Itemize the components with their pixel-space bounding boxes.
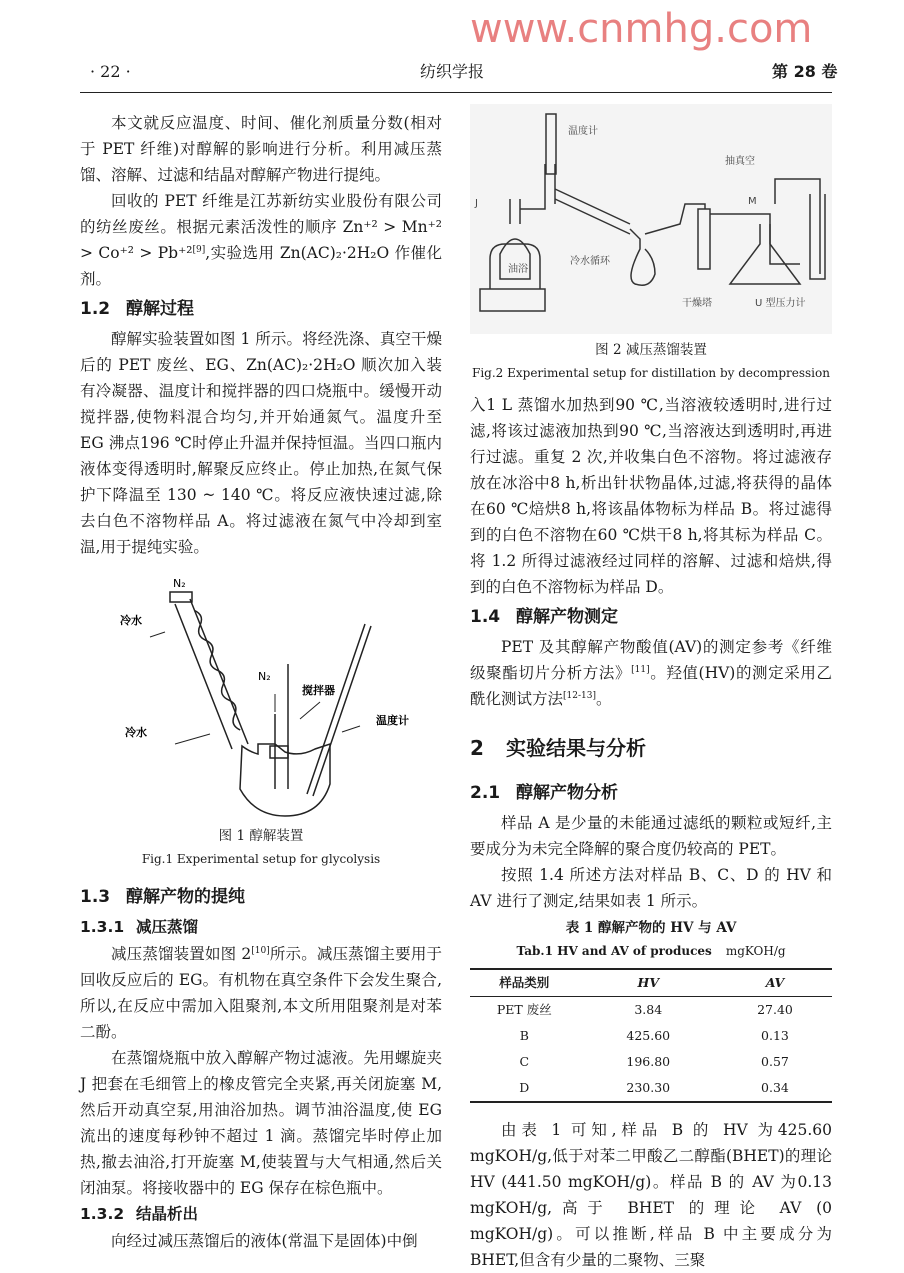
section-number: 1.3.1	[80, 918, 125, 936]
watermark: www.cnmhg.com	[470, 6, 813, 52]
section-title: 醇解产物分析	[516, 783, 618, 803]
section-title: 减压蒸馏	[136, 918, 199, 936]
cell: C	[519, 1054, 530, 1069]
section-number: 2.1	[470, 783, 501, 803]
figure-2	[470, 104, 832, 384]
right-column	[470, 104, 832, 1273]
label-thermometer: 温度计	[376, 714, 409, 727]
paragraph	[80, 188, 442, 292]
condenser	[175, 599, 248, 749]
section-number: 1.2	[80, 299, 111, 319]
label-j: J	[475, 198, 478, 209]
cell: 0.13	[761, 1028, 789, 1043]
paragraph: 样品 A 是少量的未能通过滤纸的颗粒或短纤,主要成分为未完全降解的聚合度仍较高的 PET。	[470, 814, 832, 858]
text: 所示。减压蒸馏主要用于回收反应后的 EG。有机物在真空条件下会发生聚合,所以,在反应中需加入阻聚剂,本文所用阻聚剂是对苯二酚。	[80, 945, 442, 1041]
paragraph	[470, 634, 832, 712]
label-n2-top: N₂	[173, 577, 186, 590]
label-drying-tower: 干燥塔	[682, 298, 712, 309]
section-number: 1.3	[80, 887, 111, 907]
section-heading-1-3	[80, 882, 442, 912]
cell: 0.34	[761, 1080, 789, 1095]
left-column	[80, 110, 442, 1254]
section-heading-1-3-1	[80, 914, 442, 941]
label-water-in: 冷水	[125, 726, 147, 739]
section-title: 结晶析出	[136, 1205, 199, 1223]
section-title: 醇解产物的提纯	[126, 887, 245, 907]
table-1	[470, 916, 832, 1103]
cell: B	[519, 1028, 529, 1043]
cell: 0.57	[761, 1054, 789, 1069]
section-number: 1.4	[470, 607, 501, 627]
text: 。羟值(HV)的测定采用乙酰化测试方法	[470, 664, 832, 708]
figure-1-caption-en: Fig.1 Experimental setup for glycolysis	[141, 852, 381, 866]
label-cooling-water: 冷水循环	[570, 256, 610, 267]
section-heading-1-2	[80, 294, 442, 324]
paragraph: 醇解实验装置如图 1 所示。将经洗涤、真空干燥后的 PET 废丝、EG、Zn(AC)₂·2H₂O 顺次加入装有冷凝器、温度计和搅拌器的四口烧瓶中。缓慢开动搅拌器,使物料混合均匀,并开始通氮气。温度升至 EG 沸点196 ℃时停止升温并保持恒温。当四口瓶内液体变得透明时,解聚反应终止。停止加热,在氮气保护下降温至 130 ~ 140 ℃。将反应液快速过滤,除去白色不溶物样品 A。将过滤液在氮气中冷却到室温,用于提纯实验。	[80, 330, 442, 556]
label-stirrer: 搅拌器	[302, 684, 335, 697]
section-number: 1.3.2	[80, 1205, 125, 1223]
text: 回收的 PET 纤维是江苏新纺实业股份有限公司的纺丝废丝。根据元素活泼性的顺序 Zn⁺² > Mn⁺² > Co⁺² > Pb⁺²	[80, 192, 442, 262]
text: PET 及其醇解产物酸值(AV)的测定参考《纤维级聚酯切片分析方法》	[470, 638, 832, 682]
citation: [11]	[631, 664, 650, 675]
volume-label: 第 28 卷	[772, 62, 838, 81]
cell: 196.80	[626, 1054, 671, 1069]
table-unit: mgKOH/g	[725, 944, 786, 958]
text: 减压蒸馏装置如图 2	[111, 945, 252, 963]
figure-2-caption-en: Fig.2 Experimental setup for distillation by decompression	[472, 366, 830, 380]
column-header: 样品类别	[499, 975, 550, 990]
section-title: 醇解产物测定	[516, 607, 618, 627]
hv-av-table	[470, 968, 832, 1103]
cell: D	[519, 1080, 530, 1095]
table-caption-en: Tab.1 HV and AV of produces	[516, 944, 712, 958]
section-title: 醇解过程	[126, 299, 194, 319]
paragraph: 入1 L 蒸馏水加热到90 ℃,当溶液较透明时,进行过滤,将该过滤液加热到90 ℃,当溶液达到透明时,再进行过滤。重复 2 次,并收集白色不溶物。将过滤液存放在冰浴中8 h,析出针状物晶体,过滤,将获得的晶体在60 ℃焙烘8 h,将该晶体物标为样品 B。将过滤得到的白色不溶物在60 ℃烘干8 h,将其标为样品 C。将 1.2 所得过滤液经过同样的溶解、过滤和焙烘,得到的白色不溶物标为样品 D。	[470, 396, 832, 596]
condenser-top	[170, 592, 192, 602]
section-title: 实验结果与分析	[506, 736, 646, 760]
label-oil-bath: 油浴	[508, 264, 528, 275]
section-heading-1-3-2	[80, 1201, 442, 1228]
distillation-apparatus-diagram	[470, 104, 832, 334]
table-row	[470, 1023, 832, 1049]
section-heading-2	[470, 732, 832, 764]
paragraph: 按照 1.4 所述方法对样品 B、C、D 的 HV 和 AV 进行了测定,结果如表 1 所示。	[470, 866, 832, 910]
label-n2-in: N₂	[258, 670, 271, 683]
paragraph: 本文就反应温度、时间、催化剂质量分数(相对于 PET 纤维)对醇解的影响进行分析。利用减压蒸馏、溶解、过滤和结晶对醇解产物进行提纯。	[80, 114, 442, 184]
page-number: · 22 ·	[90, 62, 131, 81]
header-rule	[80, 92, 832, 93]
table-row	[470, 1049, 832, 1075]
table-header-row	[470, 969, 832, 997]
cell: 27.40	[757, 1002, 793, 1017]
cell: PET 废丝	[496, 1002, 552, 1017]
cell: 425.60	[626, 1028, 671, 1043]
table-row	[470, 997, 832, 1024]
column-header: HV	[637, 975, 660, 990]
table-row	[470, 1075, 832, 1102]
label-manometer: U 型压力计	[755, 298, 806, 309]
label-thermometer: 温度计	[568, 126, 598, 137]
flask	[240, 744, 330, 816]
figure-1	[80, 574, 442, 870]
citation: [9]	[192, 244, 206, 255]
table-caption-cn: 表 1 醇解产物的 HV 与 AV	[565, 920, 737, 936]
label-m: M	[748, 196, 757, 207]
paragraph	[80, 941, 442, 1045]
table-caption-en-row	[470, 940, 832, 962]
citation: [10]	[251, 945, 270, 956]
figure-2-caption-cn: 图 2 减压蒸馏装置	[595, 342, 707, 358]
journal-name: 纺织学报	[420, 62, 485, 81]
section-heading-2-1	[470, 778, 832, 808]
figure-1-caption-cn: 图 1 醇解装置	[218, 828, 304, 844]
citation: [12-13]	[563, 690, 596, 701]
paragraph: 由表 1 可知,样品 B 的 HV 为425.60 mgKOH/g,低于对苯二甲酸乙二醇酯(BHET)的理论 HV (441.50 mgKOH/g)。样品 B 的 AV 为0.13 mgKOH/g,高于 BHET 的理论 AV (0 mgKOH/g)。可以推断,样品 B 中主要成分为 BHET,但含有少量的二聚物、三聚	[470, 1121, 832, 1269]
label-water-out: 冷水	[120, 614, 142, 627]
thermometer	[307, 624, 371, 796]
glycolysis-apparatus-diagram	[80, 574, 442, 824]
paragraph: 向经过减压蒸馏后的液体(常温下是固体)中倒	[111, 1232, 418, 1250]
text: 。	[595, 690, 612, 708]
cell: 3.84	[634, 1002, 663, 1017]
cell: 230.30	[626, 1080, 671, 1095]
text: ,实验选用 Zn(AC)₂·2H₂O 作催化剂。	[80, 244, 443, 288]
paragraph: 在蒸馏烧瓶中放入醇解产物过滤液。先用螺旋夹 J 把套在毛细管上的橡皮管完全夹紧,再关闭旋塞 M,然后开动真空泵,用油浴加热。调节油浴温度,使 EG 流出的速度每秒钟不超过 1 滴。蒸馏完毕时停止加热,撤去油浴,打开旋塞 M,使装置与大气相通,然后关闭油泵。将接收器中的 EG 保存在棕色瓶中。	[80, 1049, 442, 1197]
label-vacuum: 抽真空	[725, 156, 755, 167]
column-header: AV	[765, 975, 785, 990]
section-number: 2	[470, 736, 484, 760]
section-heading-1-4	[470, 602, 832, 632]
